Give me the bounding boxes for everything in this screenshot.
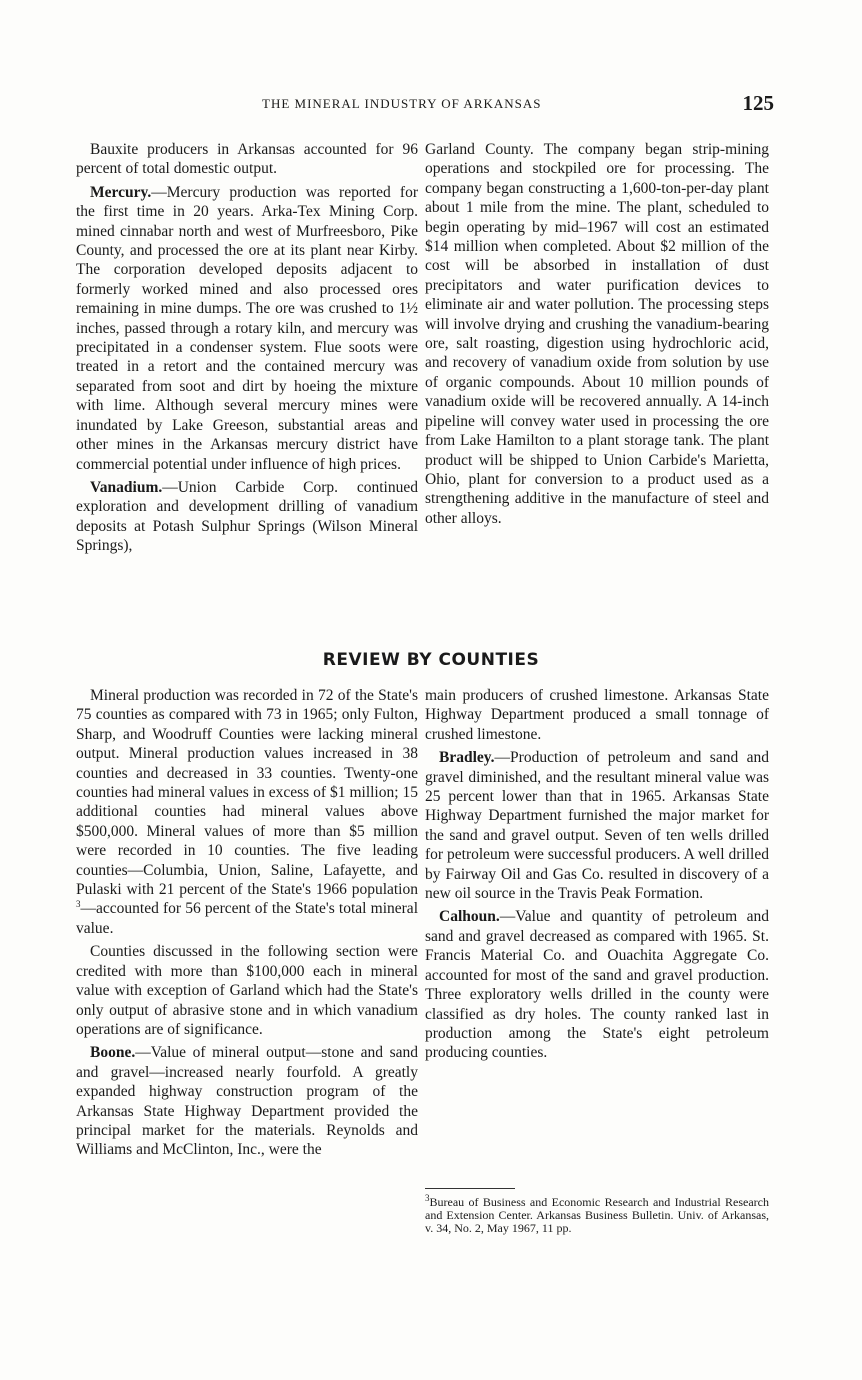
vanadium-text: —Union Carbide Corp. continued exploration and development drilling of vanadium deposits at Potash Sulphur Springs (Wilson Mineral Springs), bbox=[76, 478, 418, 555]
footnote-divider bbox=[425, 1188, 515, 1189]
running-head: THE MINERAL INDUSTRY OF ARKANSAS bbox=[262, 96, 542, 111]
heading-boone: Boone. bbox=[90, 1044, 136, 1062]
heading-bradley: Bradley. bbox=[439, 749, 495, 767]
paragraph-production-summary bbox=[76, 686, 418, 938]
page-header bbox=[0, 91, 862, 116]
section-title: REVIEW BY COUNTIES bbox=[322, 650, 540, 670]
heading-vanadium: Vanadium. bbox=[90, 478, 163, 496]
summary-text-a: Mineral production was recorded in 72 of the State's 75 counties as compared with 73 in 1965; only Fulton, Sharp, and Woodruff Counties were lacking mineral output. Mineral production values increased in 38 counties and decreased in 33 counties. Twenty-one counties had mineral values in excess of $1 million; 15 additional counties had mineral values above $500,000. Mineral values of more than $5 million were recorded in 10 counties. The five leading counties—Columbia, Union, Saline, Lafayette, and Pulaski with 21 percent of the State's 1966 population bbox=[76, 687, 418, 899]
heading-mercury: Mercury. bbox=[90, 183, 152, 201]
paragraph-vanadium-continued: Garland County. The company began strip-mining operations and stockpiled ore for processing. The company began constructing a 1,600-ton-per-day plant about 1 mile from the mine. The plant, scheduled to begin operating by mid–1967 will cost an estimated $14 million when completed. About $2 million of the cost will be absorbed in installation of dust precipitators and water purification devices to eliminate air and water pollution. The processing steps will involve drying and crushing the vanadium-bearing ore, salt roasting, digestion using hydrochloric acid, and recovery of vanadium oxide from solution by use of organic compounds. About 10 million pounds of vanadium oxide will be recovered annually. A 14-inch pipeline will convey water used in processing the ore from Lake Hamilton to a plant storage tank. The plant product will be shipped to Union Carbide's Marietta, Ohio, plant for conversion to a product used as a strengthening additive in the manufacture of steel and other alloys. bbox=[425, 141, 769, 527]
bradley-text: —Production of petroleum and sand and gravel diminished, and the resultant mineral value was 25 percent lower than that in 1965. Arkansas State Highway Department furnished the major market for the sand and gravel output. Seven of ten wells drilled for petroleum were successful producers. A well drilled by Fairway Oil and Gas Co. resulted in discovery of a new oil source in the Travis Peak Formation. bbox=[425, 749, 769, 903]
footnote bbox=[425, 1193, 769, 1235]
column-top-right bbox=[425, 140, 769, 528]
paragraph-boone bbox=[76, 1043, 418, 1159]
paragraph-calhoun bbox=[425, 907, 769, 1062]
paragraph-bradley bbox=[425, 748, 769, 903]
heading-calhoun: Calhoun. bbox=[439, 908, 500, 926]
page-number: 125 bbox=[742, 91, 774, 115]
column-bottom-left bbox=[76, 686, 418, 1160]
summary-text-b: —accounted for 56 percent of the State's total mineral value. bbox=[76, 900, 418, 937]
footnote-marker: 3 bbox=[425, 1193, 430, 1203]
paragraph-counties-discussed: Counties discussed in the following section were credited with more than $100,000 each in mineral value with exception of Garland which had the State's only output of abrasive stone and in which vanadium operations are of significance. bbox=[76, 943, 418, 1038]
paragraph-mercury bbox=[76, 183, 418, 474]
mercury-text: —Mercury production was reported for the first time in 20 years. Arka-Tex Mining Corp. mined cinnabar north and west of Murfreesboro, Pike County, and processed the ore at its plant near Kirby. The corporation developed deposits adjacent to formerly worked mined and also processed ores remaining in mine dumps. The ore was crushed to 1½ inches, passed through a rotary kiln, and mercury was precipitated in a condenser system. Flue soots were treated in a retort and the contained mercury was separated from soot and dirt by hoeing the mixture with lime. Although several mercury mines were inundated by Lake Greeson, substantial areas and other mines in the Arkansas mercury district have commercial potential under influence of high prices. bbox=[76, 183, 418, 473]
paragraph-vanadium bbox=[76, 478, 418, 556]
calhoun-text: —Value and quantity of petroleum and sand and gravel decreased as compared with 1965. St. Francis Material Co. and Ouachita Aggregate Co. accounted for most of the sand and gravel production. Three exploratory wells drilled in the county were classified as dry holes. The county ranked last in production among the State's eight petroleum producing counties. bbox=[425, 908, 769, 1062]
column-top-left bbox=[76, 140, 418, 556]
paragraph-boone-continued: main producers of crushed limestone. Arkansas State Highway Department produced a small tonnage of crushed limestone. bbox=[425, 687, 769, 743]
footnote-ref: 3 bbox=[76, 899, 81, 910]
boone-text: —Value of mineral output—stone and sand and gravel—increased nearly fourfold. A greatly expanded highway construction program of the Arkansas State Highway Department provided the principal market for the materials. Reynolds and Williams and McClinton, Inc., were the bbox=[76, 1044, 418, 1159]
column-bottom-right bbox=[425, 686, 769, 1063]
paragraph-bauxite: Bauxite producers in Arkansas accounted for 96 percent of total domestic output. bbox=[76, 141, 418, 178]
footnote-text: Bureau of Business and Economic Research and Industrial Research and Extension Center. Arkansas Business Bulletin. Univ. of Arkansas, v. 34, No. 2, May 1967, 11 pp. bbox=[425, 1195, 769, 1235]
